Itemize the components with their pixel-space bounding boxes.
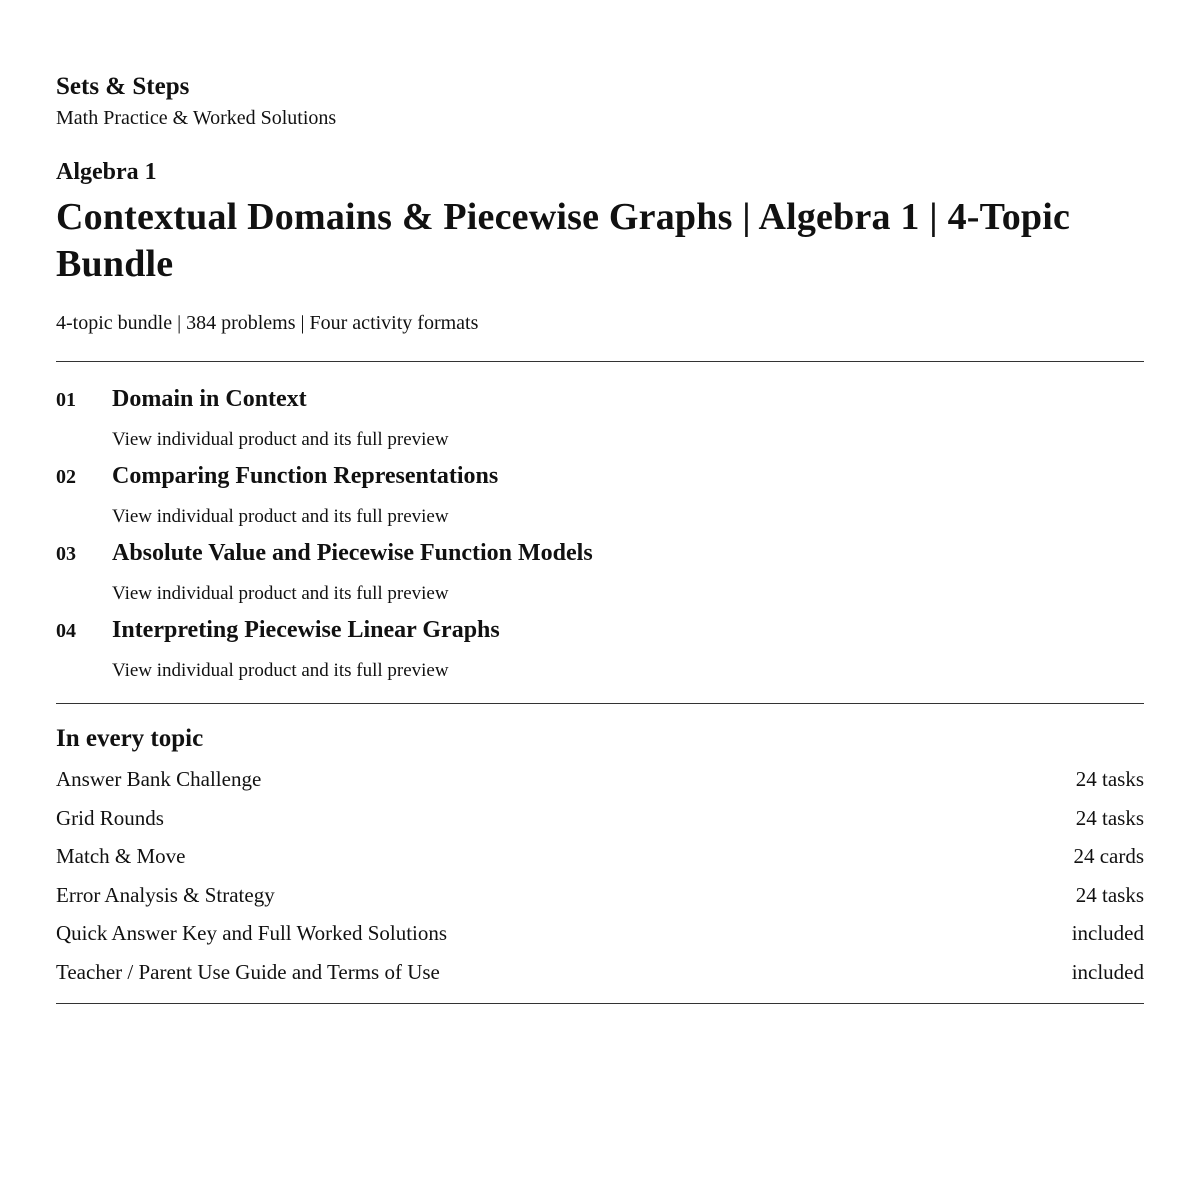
include-value: 24 tasks: [1075, 767, 1144, 791]
topic-number: 04: [56, 620, 76, 642]
subject-label: Algebra 1: [56, 159, 157, 185]
topic-number: 02: [56, 466, 76, 488]
brand-name: Sets & Steps: [56, 73, 190, 100]
topic-preview-link[interactable]: View individual product and its full preview: [112, 429, 449, 450]
include-label: Quick Answer Key and Full Worked Solutions: [56, 921, 448, 945]
include-label: Answer Bank Challenge: [56, 767, 262, 791]
includes-list: [56, 766, 1144, 997]
include-row: [56, 766, 1144, 805]
brand-tagline: Math Practice & Worked Solutions: [56, 107, 337, 129]
include-value: 24 tasks: [1075, 882, 1144, 907]
divider-middle: [56, 703, 1144, 704]
topic-title: Domain in Context: [112, 386, 307, 412]
include-label: Match & Move: [56, 844, 186, 868]
topic-list: [56, 384, 1144, 692]
topic-number: 01: [56, 389, 76, 411]
topic-item: [56, 461, 1144, 538]
topic-preview-link[interactable]: View individual product and its full preview: [112, 506, 449, 527]
includes-heading: In every topic: [56, 725, 204, 752]
include-value: 24 cards: [1073, 844, 1144, 868]
product-title: Contextual Domains & Piecewise Graphs | Algebra 1 | 4-Topic Bundle: [56, 196, 1071, 285]
topic-title: Interpreting Piecewise Linear Graphs: [112, 617, 500, 643]
product-meta: 4-topic bundle | 384 problems | Four activity formats: [56, 312, 479, 334]
include-value: 24 tasks: [1075, 805, 1144, 830]
topic-item: [56, 538, 1144, 615]
include-label: Teacher / Parent Use Guide and Terms of Use: [56, 959, 440, 984]
include-label: Error Analysis & Strategy: [56, 882, 275, 907]
topic-preview-link[interactable]: View individual product and its full preview: [112, 583, 449, 604]
topic-preview-link[interactable]: View individual product and its full preview: [112, 660, 449, 681]
topic-title: Comparing Function Representations: [112, 463, 499, 489]
divider-top: [56, 361, 1144, 362]
topic-title: Absolute Value and Piecewise Function Models: [112, 540, 593, 566]
include-row: [56, 882, 1144, 921]
include-row: [56, 843, 1144, 882]
divider-bottom: [56, 1003, 1144, 1004]
topic-item: [56, 384, 1144, 461]
topic-item: [56, 615, 1144, 692]
include-value: included: [1071, 921, 1144, 945]
brand-header: [56, 72, 1144, 130]
include-value: included: [1071, 959, 1144, 984]
include-label: Grid Rounds: [56, 805, 164, 830]
topic-number: 03: [56, 543, 76, 565]
include-row: [56, 805, 1144, 844]
include-row: [56, 959, 1144, 998]
include-row: [56, 920, 1144, 959]
